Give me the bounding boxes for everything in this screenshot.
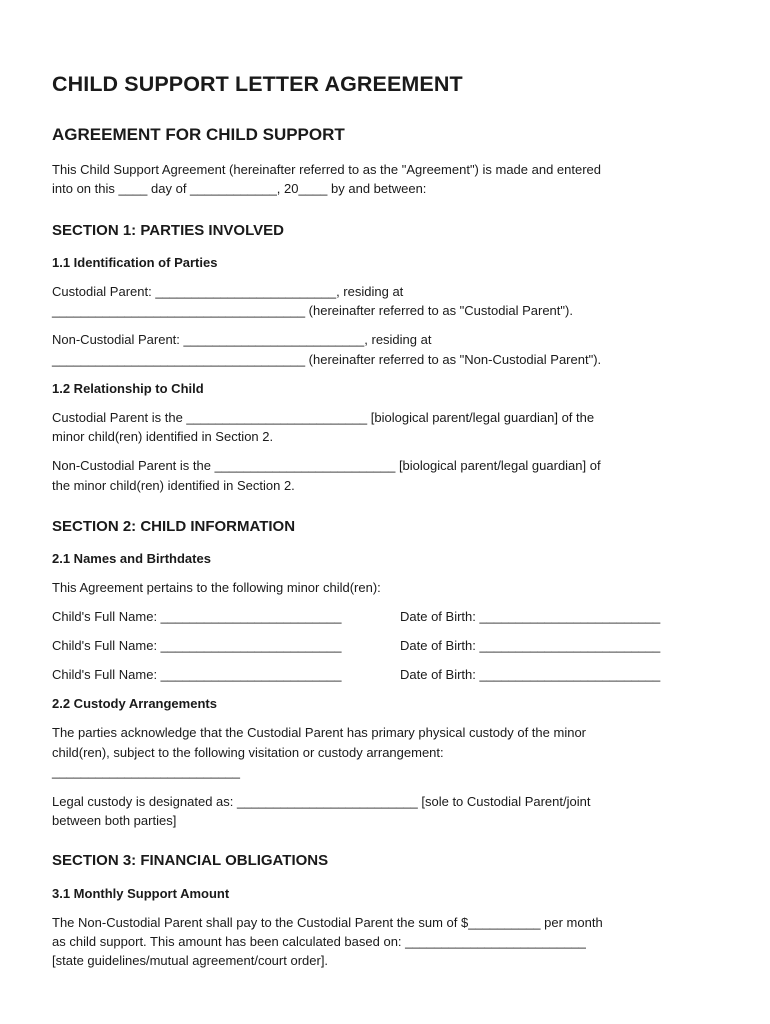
support-amount-line: as child support. This amount has been calculated based on: _________________________ <box>52 934 586 949</box>
document-title: CHILD SUPPORT LETTER AGREEMENT <box>52 72 463 96</box>
section-heading: SECTION 2: CHILD INFORMATION <box>52 518 296 535</box>
intro-line: This Child Support Agreement (hereinafter referred to as the "Agreement") is made and entered <box>52 162 602 177</box>
subsection-heading: 3.1 Monthly Support Amount <box>52 886 230 901</box>
intro-line: into on this ____ day of ____________, 20____ by and between: <box>52 181 427 196</box>
child-dob-field: Date of Birth: _________________________ <box>400 609 661 624</box>
subsection-heading: 2.2 Custody Arrangements <box>52 696 217 711</box>
legal-custody-line: between both parties] <box>52 813 177 828</box>
relationship-line: minor child(ren) identified in Section 2. <box>52 429 274 444</box>
child-name-field: Child's Full Name: _________________________ <box>52 638 342 653</box>
child-name-field: Child's Full Name: _________________________ <box>52 667 342 682</box>
legal-custody-line: Legal custody is designated as: _________________________ [sole to Custodial Parent/joint <box>52 794 591 809</box>
relationship-line: Custodial Parent is the _________________________ [biological parent/legal guardian] of the <box>52 410 595 425</box>
support-amount-line: [state guidelines/mutual agreement/court order]. <box>52 953 329 968</box>
child-name-field: Child's Full Name: _________________________ <box>52 609 342 624</box>
relationship-line: Non-Custodial Parent is the _________________________ [biological parent/legal guardian] of <box>52 458 601 473</box>
child-dob-field: Date of Birth: _________________________ <box>400 638 661 653</box>
noncustodial-parent-line: Non-Custodial Parent: _________________________, residing at <box>52 332 432 347</box>
subsection-heading: 2.1 Names and Birthdates <box>52 551 211 566</box>
child-dob-field: Date of Birth: _________________________ <box>400 667 661 682</box>
custodial-parent-line: Custodial Parent: _________________________, residing at <box>52 284 404 299</box>
subsection-heading: 1.2 Relationship to Child <box>52 381 204 396</box>
custody-blank-line: __________________________ <box>52 764 240 779</box>
subsection-heading: 1.1 Identification of Parties <box>52 255 218 270</box>
relationship-line: the minor child(ren) identified in Section 2. <box>52 478 295 493</box>
section-heading: SECTION 3: FINANCIAL OBLIGATIONS <box>52 852 329 869</box>
agreement-heading: AGREEMENT FOR CHILD SUPPORT <box>52 125 345 144</box>
section-heading: SECTION 1: PARTIES INVOLVED <box>52 222 284 239</box>
custody-paragraph-line: The parties acknowledge that the Custodial Parent has primary physical custody of the minor <box>52 725 586 740</box>
custody-paragraph-line: child(ren), subject to the following visitation or custody arrangement: <box>52 745 444 760</box>
custodial-parent-line: ___________________________________ (hereinafter referred to as "Custodial Parent"). <box>52 303 573 318</box>
support-amount-line: The Non-Custodial Parent shall pay to the Custodial Parent the sum of $__________ per month <box>52 915 603 930</box>
children-intro: This Agreement pertains to the following minor child(ren): <box>52 580 381 595</box>
noncustodial-parent-line: ___________________________________ (hereinafter referred to as "Non-Custodial Parent"). <box>52 352 602 367</box>
